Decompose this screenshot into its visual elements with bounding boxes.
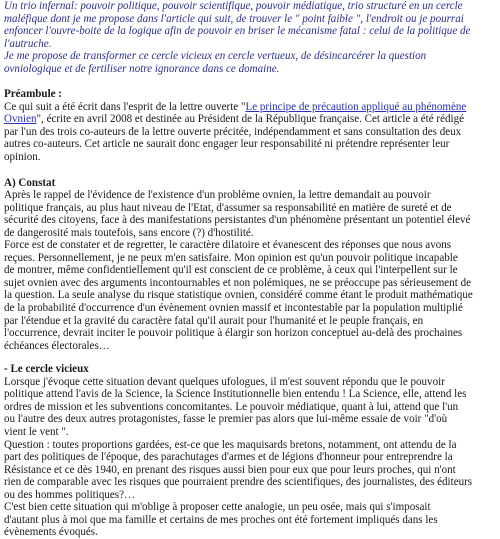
constat-line: l'occurrence, devrait inciter le pouvoir politique à élargir son horizon conceptuel au-delà des prochaines <box>4 327 463 340</box>
cercle-line: Résistance et ce dès 1940, en prenant des risques aussi bien pour eux que pour leurs proches, qui n'ont <box>4 463 456 476</box>
constat-line: par l'étendue et la gravité du caractère fatal qu'il aurait pour l'humanité et le peuple français, en <box>4 314 424 327</box>
intro-line: maléfique dont je me propose dans l'article qui suit, de trouver le " point faible ", l'endroit ou je pourrai <box>4 12 464 25</box>
intro-line: Je me propose de transformer ce cercle vicieux en cercle vertueux, de désincarcérer la question <box>4 50 427 63</box>
cercle-line: d'autant plus à moi que ma famille et certains de mes proches ont été fortement impliqués dans les <box>4 513 438 526</box>
preambule-line <box>4 101 494 114</box>
constat-line: sécurité des citoyens, face à des manifestations persistantes d'un phénomène présentant un potentiel élevé <box>4 214 471 227</box>
cercle-line: Question : toutes proportions gardées, est-ce que les maquisards bretons, notamment, ont attendu de la <box>4 438 457 451</box>
cercle-vicieux-paragraph <box>4 376 494 539</box>
constat-paragraph <box>4 189 494 352</box>
cercle-line: part des politiques de l'époque, des parachutages d'armes et de légions d'honneur pour entreprendre la <box>4 451 453 464</box>
preambule-line: autres co-auteurs. Cet article ne saurait donc engager leur responsabilité ni prétendre représenter leur <box>4 138 450 151</box>
cercle-line: ou l'autre des deux autres protagonistes, fasse le premier pas alors que lui-même essaie de voir "d'où <box>4 413 448 426</box>
intro-line: l'autruche. <box>4 37 52 50</box>
spacer <box>4 352 494 363</box>
cercle-line: C'est bien cette situation qui m'oblige à proposer cette analogie, un peu osée, mais qui s'imposait <box>4 501 431 514</box>
cercle-vicieux-heading: - Le cercle vicieux <box>4 363 89 376</box>
preambule-text: ", écrite en avril 2008 et destinée au Président de la République française. Cet article a été rédigé <box>36 113 465 126</box>
constat-line: reçues. Personnellement, je ne peux m'en satisfaire. Mon opinion est qu'un pouvoir politique incapable <box>4 251 458 264</box>
spacer <box>4 75 494 88</box>
constat-heading: A) Constat <box>4 176 56 189</box>
cercle-line: ou des hommes politiques?… <box>4 488 136 501</box>
constat-line: de montrer, même confidentiellement qu'il est conscient de ce problème, à ceux qui l'interpellent sur le <box>4 264 458 277</box>
constat-line: politique français, au plus haut niveau de l'Etat, d'assumer sa responsabilité en matière de sureté et de <box>4 201 452 214</box>
preambule-text: Ce qui suit a été écrit dans l'esprit de la lettre ouverte " <box>4 100 246 113</box>
intro-paragraph <box>4 0 494 75</box>
preambule-line: par l'un des trois co-auteurs de la lettre ouverte précitée, indépendamment et sans consultation des deux <box>4 125 462 138</box>
intro-line: enfoncer l'ouvre-boite de la logique afin de pouvoir en briser le mécanisme fatal : celui de la politique de <box>4 25 471 38</box>
cercle-line: ordres de mission et les subventions concomitantes. Le pouvoir médiatique, quant à lui, attend que l'un <box>4 400 459 413</box>
spacer <box>4 164 494 177</box>
document-page <box>4 0 494 539</box>
cercle-line: Lorsque j'évoque cette situation devant quelques ufologues, il m'est souvent répondu que le pouvoir <box>4 375 445 388</box>
constat-line: échéances électorales… <box>4 339 110 352</box>
preambule-line <box>4 113 494 126</box>
constat-line: la question. La seule analyse du risque statistique ovnien, considéré comme étant le produit mathématique <box>4 289 473 302</box>
cercle-line: vient le vent ". <box>4 425 69 438</box>
constat-line: sujet ovnien avec des arguments incontournables et non polémiques, ne se préoccupe pas sérieusement de <box>4 276 471 289</box>
cercle-line: rien de comparable avec les risques que pourraient prendre des scientifiques, des journalistes, des éditeurs <box>4 476 473 489</box>
lettre-ouverte-link[interactable]: Le principe de précaution appliqué au phénomène <box>245 100 467 113</box>
intro-line: ovniologique et de fertiliser notre ignorance dans ce domaine. <box>4 62 280 75</box>
preambule-paragraph <box>4 101 494 164</box>
constat-line: Après le rappel de l'évidence de l'existence d'un problème ovnien, la lettre demandait au pouvoir <box>4 189 431 202</box>
cercle-line: évènements évoqués. <box>4 526 98 539</box>
constat-line: Force est de constater et de regretter, le caractère dilatoire et évanescent des réponses que nous avons <box>4 239 452 252</box>
preambule-line: opinion. <box>4 151 41 164</box>
lettre-ouverte-link-continued[interactable]: Ovnien <box>4 113 37 126</box>
preambule-heading: Préambule : <box>4 88 62 101</box>
constat-line: de dangerosité mais toutefois, sans encore (?) d'hostilité. <box>4 226 254 239</box>
cercle-line: politique attend l'avis de la Science, la Science Institutionnelle bien entendu ! La Science, elle, attend les <box>4 388 467 401</box>
intro-line: Un trio infernal: pouvoir politique, pouvoir scientifique, pouvoir médiatique, trio structuré en un cercle <box>4 0 463 12</box>
constat-line: de la probabilité d'occurrence d'un évènement ovnien massif et incontestable par la population multiplié <box>4 302 463 315</box>
